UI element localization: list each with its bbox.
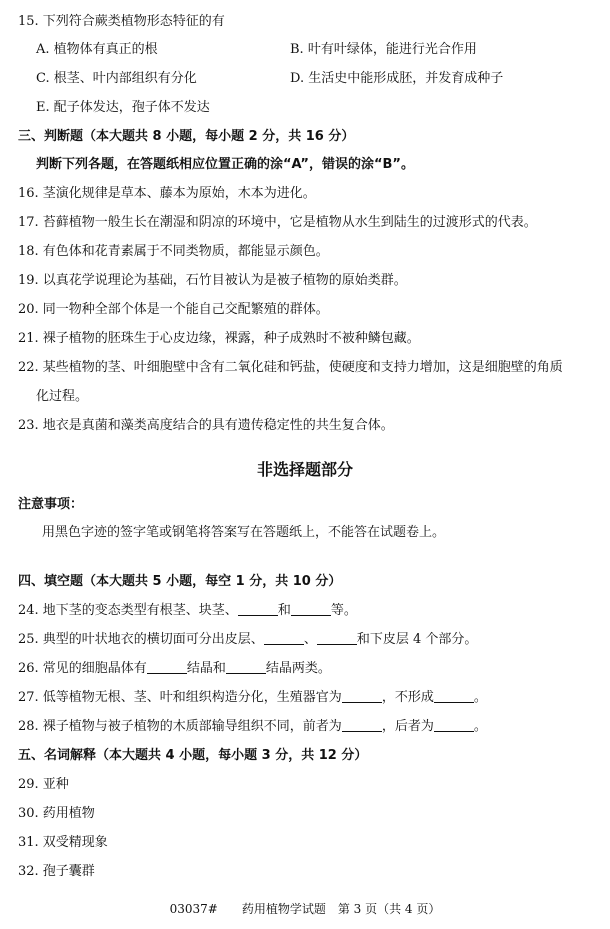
question-26-text-1: 26. 常见的细胞晶体有 — [18, 661, 147, 676]
section4-heading: 四、填空题（本大题共 5 小题，每空 1 分，共 10 分） — [18, 574, 342, 589]
section3-heading: 三、判断题（本大题共 8 小题，每小题 2 分，共 16 分） — [18, 129, 355, 144]
question-28-text-3: 。 — [473, 719, 487, 734]
q15-option-c: C. 根茎、叶内部组织有分化 — [36, 71, 197, 86]
question-24 — [18, 603, 357, 619]
answer-blank — [264, 632, 304, 645]
answer-blank — [238, 603, 278, 616]
q15-option-b: B. 叶有叶绿体，能进行光合作用 — [290, 42, 477, 57]
question-20: 20. 同一物种全部个体是一个能自己交配繁殖的群体。 — [18, 302, 329, 317]
page-footer: 03037# 药用植物学试题 第 3 页（共 4 页） — [169, 902, 441, 916]
question-25 — [18, 632, 477, 648]
question-21: 21. 裸子植物的胚珠生于心皮边缘，裸露，种子成熟时不被种鳞包藏。 — [18, 331, 420, 346]
question-26-text-2: 结晶和 — [186, 661, 226, 676]
question-22-continued: 化过程。 — [36, 389, 89, 404]
question-28 — [18, 719, 487, 735]
question-28-text-2: ，后者为 — [381, 719, 434, 734]
answer-blank — [317, 632, 357, 645]
answer-blank — [434, 719, 474, 732]
question-26-text-3: 结晶两类。 — [265, 661, 331, 676]
question-17: 17. 苔藓植物一般生长在潮湿和阴凉的环境中，它是植物从水生到陆生的过渡形式的代表。 — [18, 215, 537, 230]
notice-text: 用黑色字迹的签字笔或钢笔将答案写在答题纸上，不能答在试题卷上。 — [42, 525, 446, 540]
question-24-text-1: 24. 地下茎的变态类型有根茎、块茎、 — [18, 603, 238, 618]
answer-blank — [342, 690, 382, 703]
q15-option-a: A. 植物体有真正的根 — [36, 42, 158, 57]
question-18: 18. 有色体和花青素属于不同类物质，都能显示颜色。 — [18, 244, 329, 259]
question-26 — [18, 661, 331, 677]
answer-blank — [226, 661, 266, 674]
question-23: 23. 地衣是真菌和藻类高度结合的具有遗传稳定性的共生复合体。 — [18, 418, 394, 433]
question-24-text-2: 和 — [277, 603, 291, 618]
section3-instruction: 判断下列各题，在答题纸相应位置正确的涂“A”，错误的涂“B”。 — [36, 157, 414, 172]
answer-blank — [342, 719, 382, 732]
section5-heading: 五、名词解释（本大题共 4 小题，每小题 3 分，共 12 分） — [18, 748, 368, 763]
answer-blank — [434, 690, 474, 703]
question-25-text-2: 、 — [303, 632, 317, 647]
notice-heading: 注意事项： — [18, 497, 84, 512]
question-32: 32. 孢子囊群 — [18, 864, 95, 879]
answer-blank — [147, 661, 187, 674]
question-27-text-2: ，不形成 — [381, 690, 434, 705]
question-31: 31. 双受精现象 — [18, 835, 108, 850]
question-28-text-1: 28. 裸子植物与被子植物的木质部输导组织不同，前者为 — [18, 719, 342, 734]
question-24-text-3: 等。 — [330, 603, 357, 618]
question-22: 22. 某些植物的茎、叶细胞壁中含有二氧化硅和钙盐，使硬度和支持力增加，这是细胞壁的角质 — [18, 360, 563, 375]
q15-option-e: E. 配子体发达，孢子体不发达 — [36, 100, 210, 115]
question-27-text-1: 27. 低等植物无根、茎、叶和组织构造分化，生殖器官为 — [18, 690, 342, 705]
question-25-text-1: 25. 典型的叶状地衣的横切面可分出皮层、 — [18, 632, 264, 647]
question-27-text-3: 。 — [473, 690, 487, 705]
question-25-text-3: 和下皮层 4 个部分。 — [356, 632, 478, 647]
question-19: 19. 以真花学说理论为基础，石竹目被认为是被子植物的原始类群。 — [18, 273, 407, 288]
q15-stem: 15. 下列符合蕨类植物形态特征的有 — [18, 14, 225, 29]
part-title: 非选择题部分 — [256, 460, 353, 479]
question-30: 30. 药用植物 — [18, 806, 95, 821]
answer-blank — [291, 603, 331, 616]
question-29: 29. 亚种 — [18, 777, 69, 792]
q15-option-d: D. 生活史中能形成胚，并发育成种子 — [290, 71, 504, 86]
question-16: 16. 茎演化规律是草本、藤本为原始，木本为进化。 — [18, 186, 316, 201]
question-27 — [18, 690, 487, 706]
